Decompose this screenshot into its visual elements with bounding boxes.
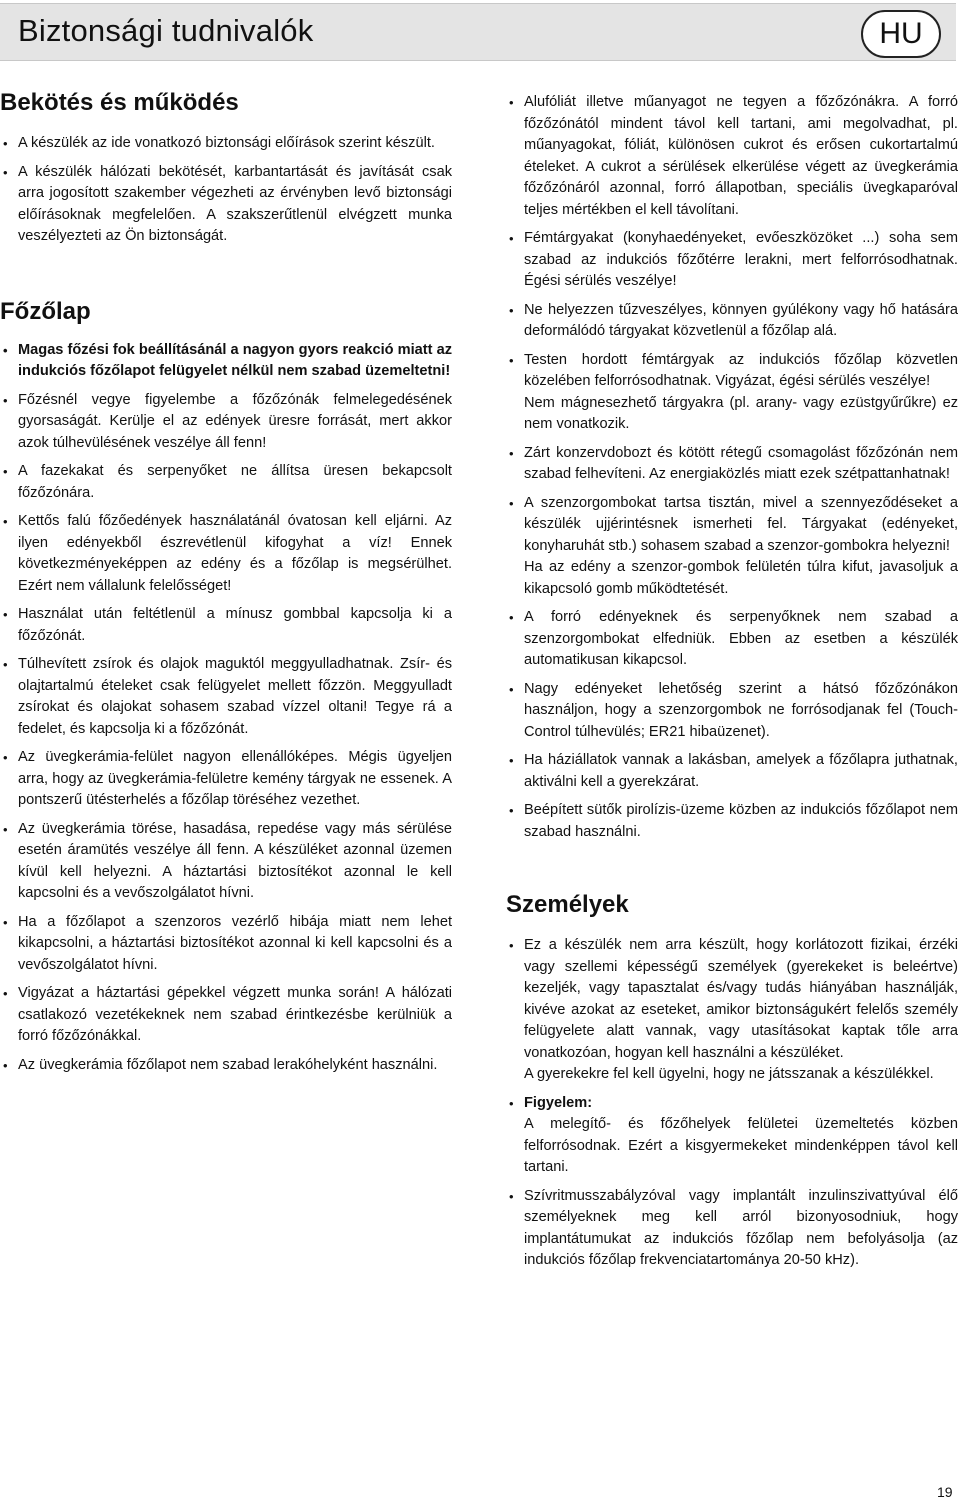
list-item-text: Ez a készülék nem arra készült, hogy korlátozott fizikai, érzéki vagy szellemi képességű személyek (gyerekeket is beleértve) kezeljék, vagy tapasztalat és/vagy tudás hiányában használják, kivéve azokat az eseteket, amikor biztonságukért felelős személy felügyelete alatt vannak, vagy utasításokat kaptak tőle arra vonatkozóan, hogyan kell használni a készüléket.: [524, 937, 958, 1061]
list-item: [506, 1093, 958, 1179]
list-item: • Túlhevített zsírok és olajok maguktól meggyulladhatnak. Zsír- és olajtartalmú ételeket csak felügyelet mellett főzzön. Meggyulladt zsírokat és olajokat sohasem szabad vízzel oltani! Tegye rá a fedelet, és kapcsolja ki a főzőzónát.: [0, 654, 452, 740]
list-item-text: A szenzorgombokat tartsa tisztán, mivel a szennyeződéseket a készülék ujjérintésnek ismerheti fel. Tárgyakat (edényeket, konyharuhát stb.) sohasem szabad a szenzor-gombokra helyezni!: [524, 494, 958, 554]
list-item-note: A gyerekekre fel kell ügyelni, hogy ne játsszanak a készülékkel.: [524, 1066, 934, 1082]
list-item: • A készülék hálózati bekötését, karbantartását és javítását csak arra jogosított szakember végezheti az érvényben levő biztonsági előírásoknak megfelelően. A szakszerűtlenül elvégzett munka veszélyezteti az Ön biztonságát.: [0, 162, 452, 248]
bekotes-list: [0, 133, 452, 248]
page-number: 19: [937, 1484, 953, 1500]
list-item: • Zárt konzervdobozt és kötött rétegű csomagolást főzőzónán nem szabad felhevíteni. Az energiaközlés miatt ezek szétpattanhatnak!: [506, 443, 958, 486]
list-item: • Az üvegkerámia törése, hasadása, repedése vagy más sérülése esetén áramütés veszélye áll fenn. A készüléket azonnal üzemen kívül kell helyezni. A háztartási biztosítékot azonnal le kell kapcsolni és a vevőszolgálatot hívni.: [0, 819, 452, 905]
list-item: • Ne helyezzen tűzveszélyes, könnyen gyúlékony vagy hő hatására deformálódó tárgyakat közvetlenül a főzőlap alá.: [506, 300, 958, 343]
list-item: • Az üvegkerámia főzőlapot nem szabad lerakóhelyként használni.: [0, 1055, 452, 1077]
safety-list-continued: [506, 92, 958, 843]
list-item: • A fazekakat és serpenyőket ne állítsa üresen bekapcsolt főzőzónára.: [0, 461, 452, 504]
list-item-note: Ha az edény a szenzor-gombok felületén túlra kifut, javasoljuk a kikapcsoló gomb működtetését.: [524, 559, 958, 597]
list-item: • Alufóliát illetve műanyagot ne tegyen a főzőzónákra. A forró főzőzónától mindent távol kell tartani, ami megolvadhat, pl. műanyagokat, fóliát, különösen cukrot és erősen cukortartalmú ételeket. A cukrot a sérülések elkerülése végett az üvegkerámia főzőzónáról azonnal, forró állapotban, speciális üvegkaparóval teljes mértékben el kell távolítani.: [506, 92, 958, 221]
warning-label: • Figyelem:: [524, 1094, 593, 1111]
list-item: • Szívritmusszabályzóval vagy implantált inzulinszivattyúval élő személyeknek meg kell arról bizonyosodniuk, hogy implantátumukat az indukciós főzőlap nem befolyásolja (az indukciós főzőlap frekvenciatartománya 20-50 kHz).: [506, 1186, 958, 1272]
list-item: • Ha háziállatok vannak a lakásban, amelyek a főzőlapra juthatnak, aktiválni kell a gyerekzárat.: [506, 750, 958, 793]
szemelyek-list: [506, 935, 958, 1272]
section-heading-fozolap: Főzőlap: [0, 297, 91, 325]
list-item: • Vigyázat a háztartási gépekkel végzett munka során! A hálózati csatlakozó vezetékeknek nem szabad érintkezésbe kerülniük a forró főzőzónákkal.: [0, 983, 452, 1048]
section-heading-szemelyek: Személyek: [506, 891, 629, 918]
list-item: • Használat után feltétlenül a mínusz gombbal kapcsolja ki a főzőzónát.: [0, 604, 452, 647]
section-heading-bekotes: Bekötés és működés: [0, 89, 239, 116]
right-column: [506, 92, 958, 1272]
list-item: • Az üvegkerámia-felület nagyon ellenállóképes. Mégis ügyeljen arra, hogy az üvegkerámia-felületre kemény tárgyak ne essenek. A pontszerű ütésterhelés a főzőlap töréséhez vezethet.: [0, 747, 452, 812]
list-item: [506, 350, 958, 436]
list-item: [506, 935, 958, 1086]
list-item: • A készülék az ide vonatkozó biztonsági előírások szerint készült.: [0, 133, 452, 155]
list-item: • Fémtárgyakat (konyhaedényeket, evőeszközöket ...) soha sem szabad az indukciós főzőtérre lerakni, mert felforrósodhatnak. Égési sérülés veszélye!: [506, 228, 958, 293]
left-column: [0, 89, 452, 1076]
list-item: • Magas főzési fok beállításánál a nagyon gyors reakció miatt az indukciós főzőlapot felügyelet nélkül nem szabad üzemeltetni!: [0, 340, 452, 383]
list-item: • Beépített sütők pirolízis-üzeme közben az indukciós főzőlapot nem szabad használni.: [506, 800, 958, 843]
fozolap-list: [0, 340, 452, 1077]
list-item: • Főzésnél vegye figyelembe a főzőzónák felmelegedésének gyorsaságát. Kerülje el az edények üresre forrását, mert akkor azok túlhevülésének veszélye áll fenn!: [0, 390, 452, 455]
list-item: • Kettős falú főzőedények használatánál óvatosan kell eljárni. Az ilyen edényekből észrevétlenül kifogyhat a víz! Ennek következményeképpen az edény és a főzőlap is megsérülhet. Ezért nem vállalunk felelősséget!: [0, 511, 452, 597]
page-header: [0, 3, 956, 61]
list-item-text: A melegítő- és főzőhelyek felületei üzemeltetés közben felforrósodnak. Ezért a kisgyermekeket mindenképpen távol kell tartani.: [524, 1116, 958, 1175]
language-badge: HU: [861, 10, 941, 58]
list-item-note: Nem mágnesezhető tárgyakra (pl. arany- vagy ezüstgyűrűkre) ez nem vonatkozik.: [524, 394, 958, 432]
list-item: • A forró edényeknek és serpenyőknek nem szabad a szenzorgombokat elfedniük. Ebben az esetben a készülék automatikusan kikapcsol.: [506, 607, 958, 672]
page-title: Biztonsági tudnivalók: [18, 13, 314, 48]
list-item-text: Testen hordott fémtárgyak az indukciós főzőlap közvetlen közelében felforrósodhatnak. Vigyázat, égési sérülés veszélye!: [524, 351, 958, 389]
list-item: • Nagy edényeket lehetőség szerint a hátsó főzőzónákon használjon, hogy a szenzorgombok ne forrósodjanak fel (Touch-Control túlhevülés; ER21 hibaüzenet).: [506, 679, 958, 744]
list-item: [506, 493, 958, 601]
list-item: • Ha a főzőlapot a szenzoros vezérlő hibája miatt nem lehet kikapcsolni, a háztartási biztosítékot azonnal ki kell kapcsolni és a vevőszolgálatot hívni.: [0, 912, 452, 977]
